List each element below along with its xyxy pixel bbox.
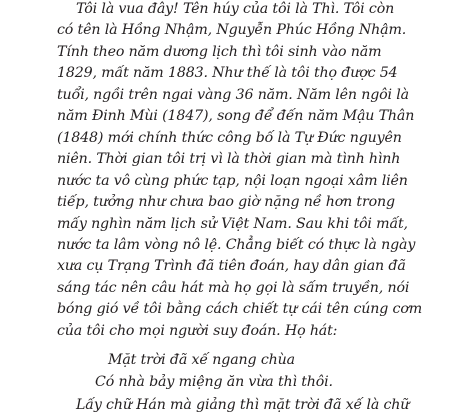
paragraph-line: (1848) mới chính thức công bố là Tự Đức nguyên	[57, 129, 402, 146]
paragraph-line: Tính theo năm dương lịch thì tôi sinh vào năm	[57, 43, 382, 60]
paragraph-line: xưa cụ Trạng Trình đã tiên đoán, hay dân gian đã	[57, 258, 406, 275]
paragraph-line: nước ta lâm vòng nô lệ. Chẳng biết có thực là ngày	[57, 236, 416, 253]
paragraph-line: niên. Thời gian tôi trị vì là thời gian mà tình hình	[57, 151, 401, 168]
paragraph-line: tiếp, tưởng như chưa bao giờ nặng nề hơn trong	[57, 194, 395, 211]
paragraph-line: Lấy chữ Hán mà giảng thì mặt trời đã xế là chữ	[76, 397, 410, 414]
paragraph-line: sáng tác nên câu hát mà họ gọi là sấm truyền, nói	[57, 279, 410, 296]
paragraph-line: nước ta vô cùng phức tạp, nội loạn ngoại xâm liên	[57, 172, 408, 189]
paragraph-line: bóng gió về tôi bằng cách chiết tự cái tên cúng cơm	[57, 301, 423, 318]
paragraph-line: tuổi, ngồi trên ngai vàng 36 năm. Năm lên ngôi là	[57, 86, 409, 103]
paragraph-line: mấy nghìn năm lịch sử Việt Nam. Sau khi tôi mất,	[57, 215, 408, 232]
paragraph-line: của tôi cho mọi người suy đoán. Họ hát:	[57, 322, 338, 339]
paragraph-line: Tôi là vua đây! Tên húy của tôi là Thì. Tôi còn	[76, 1, 395, 17]
paragraph-line: 1829, mất năm 1883. Như thế là tôi thọ được 54	[57, 65, 398, 82]
paragraph-line: năm Đinh Mùi (1847), song để đến năm Mậu Thân	[57, 108, 415, 125]
verse-line: Có nhà bảy miệng ăn vừa thì thôi.	[95, 373, 333, 390]
verse-line: Mặt trời đã xế ngang chùa	[108, 352, 295, 369]
paragraph-line: có tên là Hồng Nhậm, Nguyễn Phúc Hồng Nhậm.	[57, 22, 407, 39]
